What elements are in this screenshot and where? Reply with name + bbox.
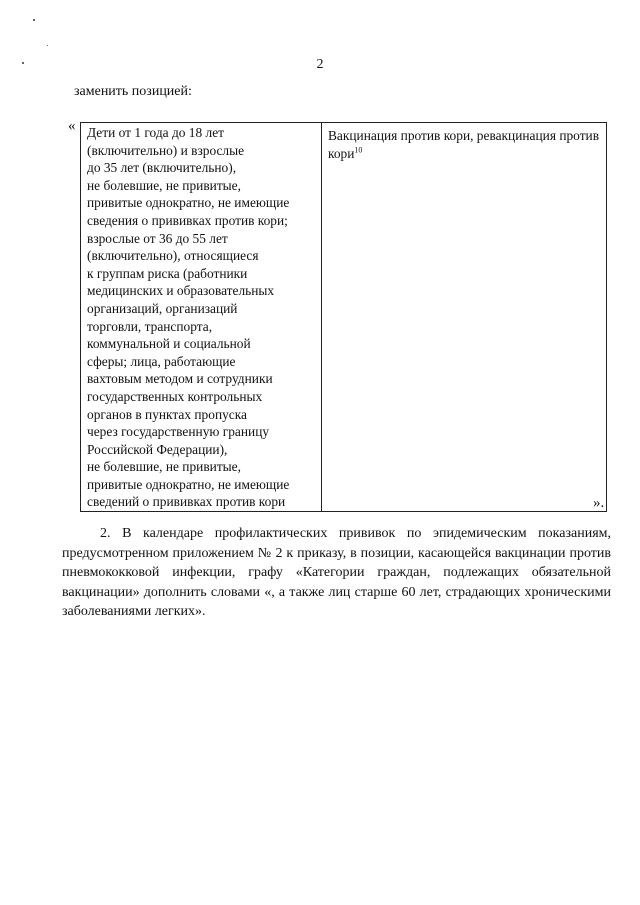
category-line: не болевшие, не привитые,	[87, 459, 241, 475]
scan-speck	[33, 19, 35, 21]
page-number: 2	[316, 57, 324, 72]
paragraph-2: 2. В календаре профилактических прививок по эпидемическим показаниям, предусмотренном приложением № 2 к приказу, в позиции, касающейся вакцинации против пневмококковой инфекции, графу «Категории граждан, подлежащих обязательной вакцинации» дополнить словами «, а также лиц старше 60 лет, страдающих хроническими заболеваниями легких».	[62, 526, 611, 620]
category-line: сведения о прививках против кори;	[87, 212, 288, 228]
category-line: привитые однократно, не имеющие	[87, 195, 290, 211]
categories-cell	[81, 123, 322, 512]
category-line: государственных контрольных	[87, 388, 263, 404]
category-line: сферы; лица, работающие	[87, 353, 236, 369]
category-line: сведений о прививках против кори	[87, 494, 286, 510]
vaccination-label: Вакцинация против кори, ревакцинация против кори	[328, 128, 600, 161]
category-line: организаций, организаций	[87, 300, 238, 316]
closing-quote: ».	[593, 495, 605, 511]
category-line: (включительно), относящиеся	[87, 248, 259, 264]
category-line: торговли, транспорта,	[87, 318, 213, 334]
category-line: через государственную границу	[87, 424, 270, 440]
vaccination-cell	[322, 123, 607, 512]
category-line: взрослые от 36 до 55 лет	[87, 230, 228, 246]
category-line: Дети от 1 года до 18 лет	[87, 125, 225, 140]
category-line: коммунальной и социальной	[87, 336, 251, 352]
category-line: до 35 лет (включительно),	[87, 160, 237, 176]
category-line: не болевшие, не привитые,	[87, 177, 241, 193]
intro-text: заменить позицией:	[74, 84, 192, 99]
scan-speck	[47, 45, 48, 46]
category-line: органов в пунктах пропуска	[87, 406, 247, 422]
category-line: вахтовым методом и сотрудники	[87, 371, 273, 387]
category-line: (включительно) и взрослые	[87, 142, 245, 158]
replacement-entry-table	[80, 122, 607, 512]
category-line: Российской Федерации),	[87, 441, 228, 457]
table-row	[81, 123, 607, 512]
footnote-marker: 10	[354, 145, 363, 155]
opening-quote: «	[68, 118, 76, 134]
category-line: привитые однократно, не имеющие	[87, 476, 290, 492]
category-line: к группам риска (работники	[87, 265, 248, 281]
categories-text	[81, 123, 321, 511]
category-line: медицинских и образовательных	[87, 283, 275, 299]
vaccination-text	[322, 123, 606, 162]
